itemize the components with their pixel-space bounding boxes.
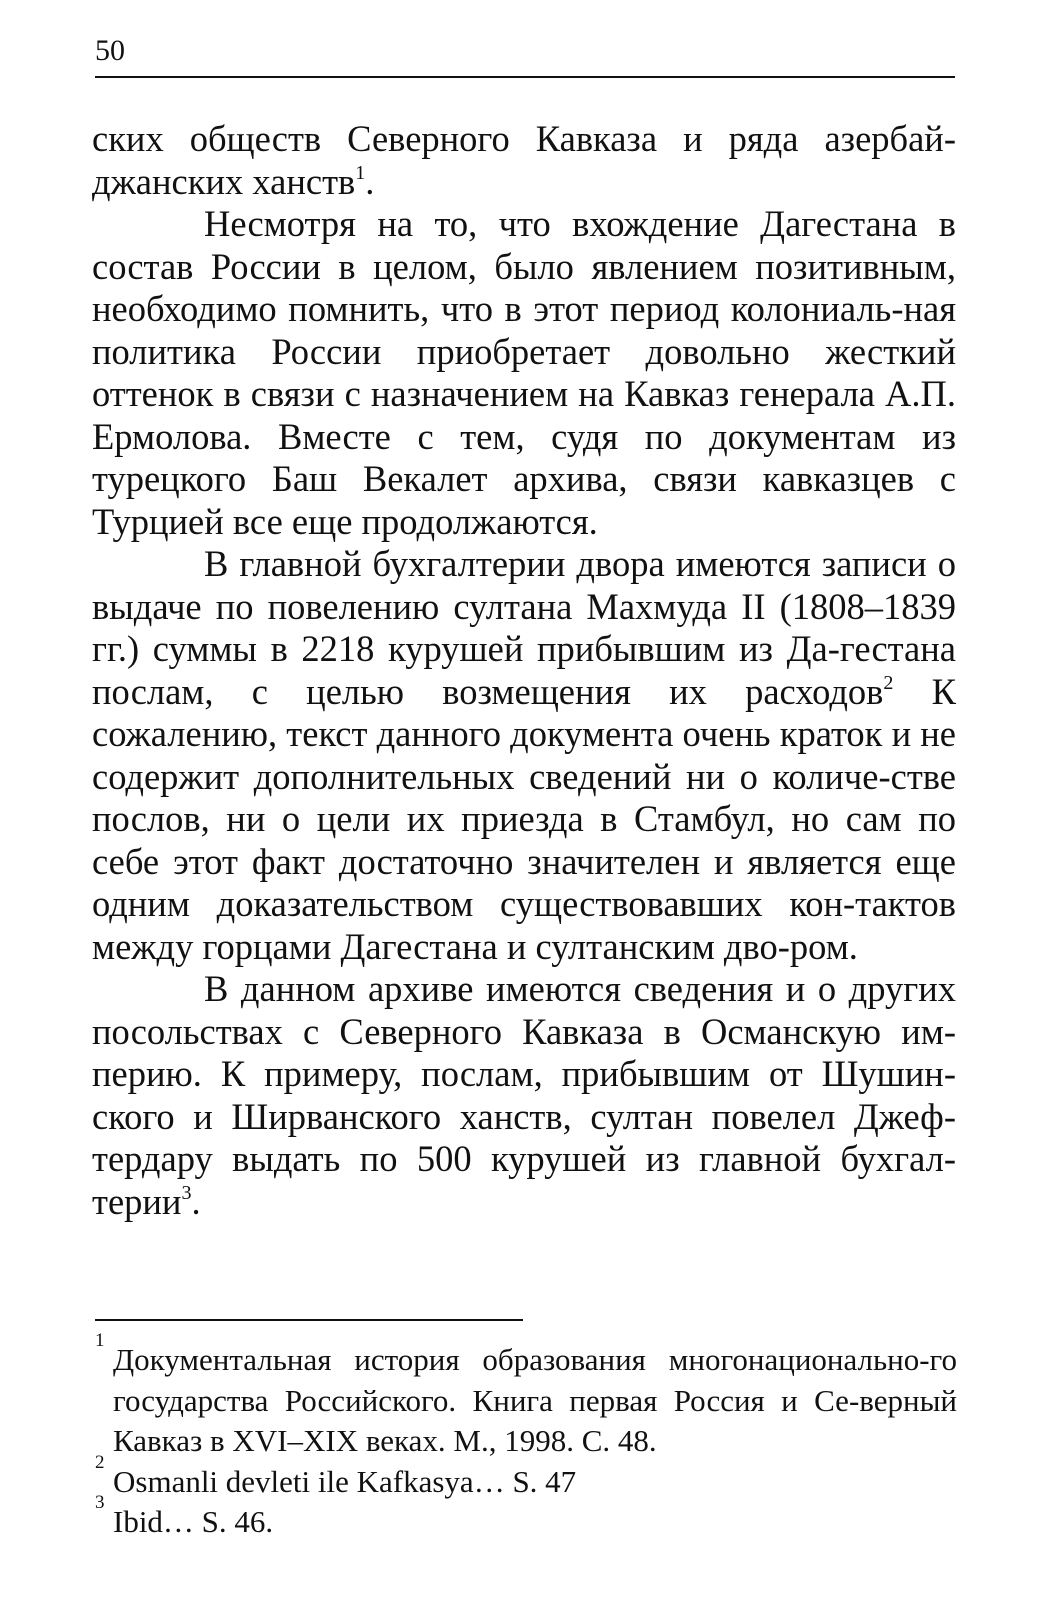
footnote-rule <box>95 1319 523 1321</box>
page-number: 50 <box>95 34 125 67</box>
footnote-ref-3: 3 <box>181 1181 192 1204</box>
paragraph-4 <box>92 968 956 1223</box>
footnote-ref-2: 2 <box>883 671 894 694</box>
footnote-text: Ibid… S. 46. <box>113 1504 274 1539</box>
footnote-mark: 2 <box>95 1451 105 1473</box>
paragraph-3 <box>92 543 956 968</box>
footnote-ref-1: 1 <box>355 161 366 184</box>
header-rule <box>95 76 955 78</box>
paragraph-text: Несмотря на то, что вхождение Дагестана в состав России в целом, было явлением позитивным, необходимо помнить, что в этот период колониаль-ная политика России приобретает довольно жесткий оттенок в связи с назначением на Кавказ генерала А.П. Ермолова. Вместе с тем, судя по документам из турецкого Баш Векалет архива, связи кавказцев с Турцией все еще продолжаются. <box>92 203 956 542</box>
footnote-3 <box>95 1492 957 1543</box>
footnote-mark: 1 <box>95 1330 105 1351</box>
footnote-2 <box>95 1451 957 1503</box>
paragraph-text: ских обществ Северного Кавказа и ряда азербай-джанских ханств <box>92 118 956 202</box>
footnote-1 <box>95 1330 957 1462</box>
paragraph-tail: К сожалению, текст данного документа очень краток и не содержит дополнительных сведений ни о количе-стве послов, ни о цели их приезда в Стамбул, но сам по себе этот факт достаточно значителен и является еще одним доказательством существовавших кон-тактов между горцами Дагестана и султанским дво-ром. <box>92 670 956 967</box>
paragraph-text: В главной бухгалтерии двора имеются записи о выдаче по повелению султана Махмуда II (1808–1839 гг.) суммы в 2218 курушей прибывшим из Да-гестана послам, с целью возмещения их расходов <box>92 543 956 712</box>
paragraph-2 <box>92 203 956 543</box>
footnote-text: Документальная история образования многонационально-го государства Российского. Книга первая Россия и Се-верный Кавказ в XVI–XIX веках. М., 1998. С. 48. <box>113 1342 957 1458</box>
body-text <box>92 118 956 1223</box>
paragraph-tail: . <box>365 160 375 202</box>
footnote-text: Osmanli devleti ile Kafkasya… S. 47 <box>113 1463 577 1499</box>
footnote-mark: 3 <box>95 1492 105 1513</box>
paragraph-1 <box>92 118 956 203</box>
paragraph-tail: . <box>191 1180 201 1222</box>
paragraph-text: В данном архиве имеются сведения и о других посольствах с Северного Кавказа в Османскую им-перию. К примеру, послам, прибывшим от Шушин-ского и Ширванского ханств, султан повелел Джеф-тердару выдать по 500 курушей из главной бухгал-терии <box>92 968 956 1222</box>
footnotes <box>95 1330 957 1543</box>
